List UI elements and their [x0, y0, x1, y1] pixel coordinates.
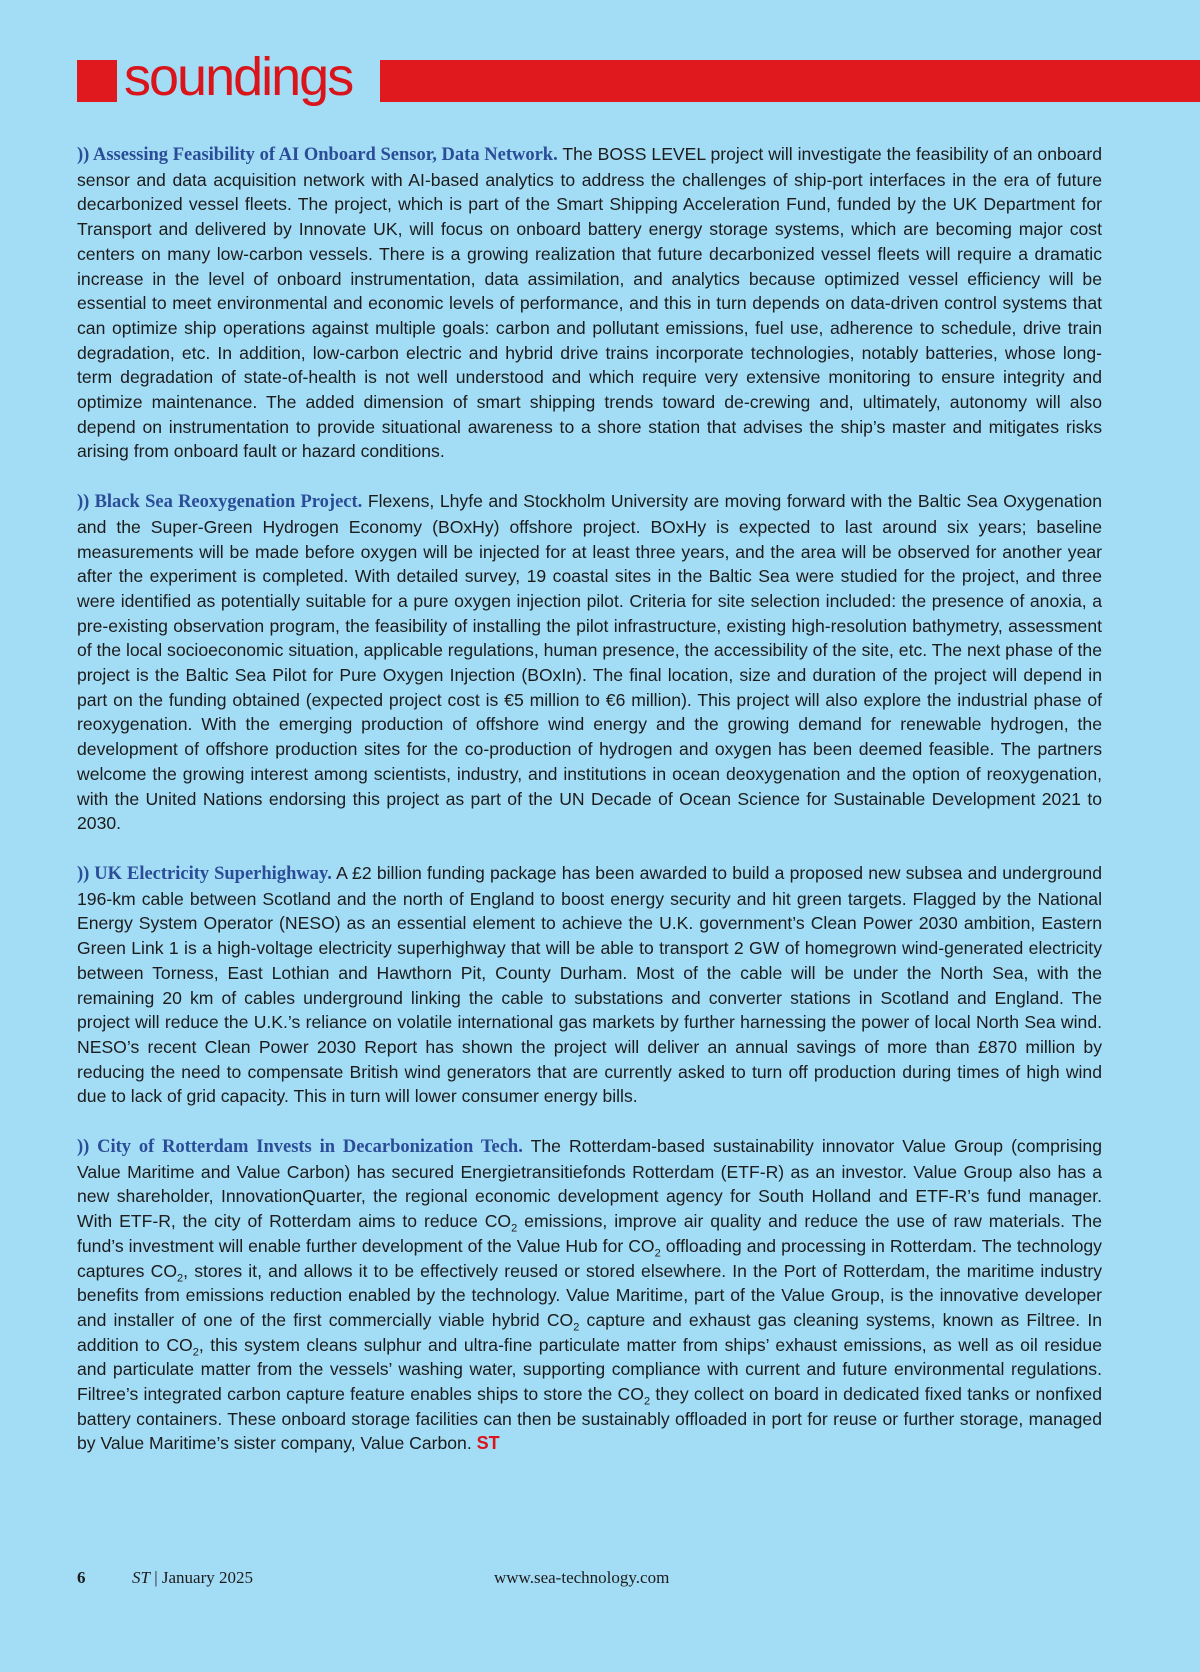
- co2-subscript: 2: [643, 1395, 651, 1408]
- article-body-part: offloading and processing in Rotterdam. The technology captures CO: [77, 1235, 1102, 1281]
- article-headline: )) Assessing Feasibility of AI Onboard Sensor, Data Network.: [77, 145, 558, 165]
- co2-subscript: 2: [177, 1272, 184, 1285]
- website-url: www.sea-technology.com: [494, 1568, 670, 1587]
- end-mark: ST: [476, 1433, 500, 1454]
- article-body-part: , this system cleans sulphur and ultra-fine particulate matter from ships’ exhaust emissions, as well as oil residue and particulate matter from the vessels’ washing water, supporting compliance with current and future environmental regulations. Filtree’s integrated carbon capture feature enables ships to store the CO: [77, 1334, 1102, 1405]
- article-rotterdam: [77, 1134, 1102, 1456]
- issue-date: January 2025: [161, 1568, 253, 1587]
- co2-subscript: 2: [511, 1222, 518, 1235]
- article-headline: )) UK Electricity Superhighway.: [77, 863, 332, 884]
- footer-separator: |: [149, 1568, 162, 1587]
- article-body-part: , stores it, and allows it to be effectively reused or stored elsewhere. In the Port of Rotterdam, the maritime industry benefits from emissions reduction enabled by the technology. Value Maritime, part of the Value Group, is the innovative developer and installer of one of the first commercially viable hybrid CO: [77, 1260, 1102, 1330]
- article-body: A £2 billion funding package has been awarded to build a proposed new subsea and underground 196-km cable between Scotland and the north of England to boost energy security and hit green targets. Flagged by the National Energy System Operator (NESO) as an essential element to achieve the U.K. government’s Clean Power 2030 ambition, Eastern Green Link 1 is a high-voltage electricity superhighway that will be able to transport 2 GW of homegrown wind-generated electricity between Torness, East Lothian and Hawthorn Pit, County Durham. Most of the cable will be under the North Sea, with the remaining 20 km of cables underground linking the cable to substations and converter stations in Scotland and England. The project will reduce the U.K.’s reliance on volatile international gas markets by further harnessing the power of local North Sea wind. NESO’s recent Clean Power 2030 Report has shown the project will deliver an annual savings of more than £870 million by reducing the need to compensate British wind generators that are currently asked to turn off production during times of high wind due to lack of grid capacity. This in turn will lower consumer energy bills.: [77, 862, 1102, 1107]
- article-body: The BOSS LEVEL project will investigate the feasibility of an onboard sensor and data acquisition network with AI-based analytics to address the challenges of ship-port interfaces in the era of future decarbonized vessel fleets. The project, which is part of the Smart Shipping Acceleration Fund, funded by the UK Department for Transport and delivered by Innovate UK, will focus on onboard battery energy storage systems, which are becoming major cost centers on many low-carbon vessels. There is a growing realization that future decarbonized vessel fleets will require a dramatic increase in the level of onboard instrumentation, data assimilation, and analytics because optimized vessel efficiency will be essential to meet environmental and economic levels of performance, and this in turn depends on data-driven control systems that can optimize ship operations against multiple goals: carbon and pollutant emissions, fuel use, adherence to schedule, drive train degradation, etc. In addition, low-carbon electric and hybrid drive trains incorporate technologies, notably batteries, whose long-term degradation of state-of-health is not well understood and which require very extensive monitoring to ensure integrity and optimize maintenance. The added dimension of smart shipping trends toward de-crewing and, ultimately, autonomy will also depend on instrumentation to provide situational awareness to a shore station that advises the ship’s master and mitigates risks arising from onboard fault or hazard conditions.: [77, 144, 1102, 462]
- co2-subscript: 2: [654, 1247, 661, 1260]
- article-body-part: they collect on board in dedicated fixed tanks or nonfixed battery containers. These onboard storage facilities can then be sustainably offloaded in port for reuse or further storage, managed by Value Maritime’s sister company, Value Carbon.: [77, 1384, 1102, 1454]
- article-reoxygenation: [77, 489, 1102, 836]
- article-body-part: The Rotterdam-based sustainability innovator Value Group (comprising Value Maritime and Value Carbon) has secured Energietransitiefonds Rotterdam (ETF-R) as an investor. Value Group also has a new shareholder, InnovationQuarter, the regional economic development agency for South Holland and ETF-R’s fund manager. With ETF-R, the city of Rotterdam aims to reduce CO: [77, 1136, 1102, 1232]
- article-body: Flexens, Lhyfe and Stockholm University are moving forward with the Baltic Sea Oxygenation and the Super-Green Hydrogen Economy (BOxHy) offshore project. BOxHy is expected to last around six years; baseline measurements will be made before oxygen will be injected for at least three years, and the area will be observed for another year after the experiment is completed. With detailed survey, 19 coastal sites in the Baltic Sea were studied for the project, and three were identified as potentially suitable for a pure oxygen injection pilot. Criteria for site selection included: the presence of anoxia, a pre-existing observation program, the feasibility of installing the pilot infrastructure, existing high-resolution bathymetry, assessment of the local socioeconomic situation, applicable regulations, human presence, the accessibility of the site, etc. The next phase of the project is the Baltic Sea Pilot for Pure Oxygen Injection (BOxIn). The final location, size and duration of the project will depend in part on the funding obtained (expected project cost is €5 million to €6 million). This project will also explore the industrial phase of reoxygenation. With the emerging production of offshore wind energy and the growing demand for renewable hydrogen, the development of offshore production sites for the co-production of hydrogen and oxygen has been deemed feasible. The partners welcome the growing interest among scientists, industry, and institutions in ocean deoxygenation and the option of reoxygenation, with the United Nations endorsing this project as part of the UN Decade of Ocean Science for Sustainable Development 2021 to 2030.: [77, 491, 1102, 834]
- article-headline: )) City of Rotterdam Invests in Decarbonization Tech.: [77, 1137, 523, 1158]
- article-ai-sensor: [77, 142, 1102, 464]
- article-headline: )) Black Sea Reoxygenation Project.: [77, 492, 363, 513]
- article-column: [77, 142, 1102, 1481]
- page-number: 6: [77, 1568, 86, 1587]
- publication-name: ST: [132, 1568, 150, 1587]
- article-body-part: capture and exhaust gas cleaning systems, known as Filtree. In addition to CO: [77, 1309, 1103, 1355]
- section-header: [0, 47, 1200, 107]
- section-title: soundings: [124, 47, 353, 107]
- co2-subscript: 2: [573, 1321, 580, 1334]
- co2-subscript: 2: [192, 1346, 199, 1359]
- publication-issue: [132, 1568, 253, 1588]
- header-red-bar: [380, 60, 1200, 102]
- article-electricity-superhighway: [77, 861, 1102, 1109]
- article-body-part: emissions, improve air quality and reduce the use of raw materials. The fund’s investment will enable further development of the Value Hub for CO: [77, 1211, 1102, 1256]
- header-square-mark: [77, 60, 117, 102]
